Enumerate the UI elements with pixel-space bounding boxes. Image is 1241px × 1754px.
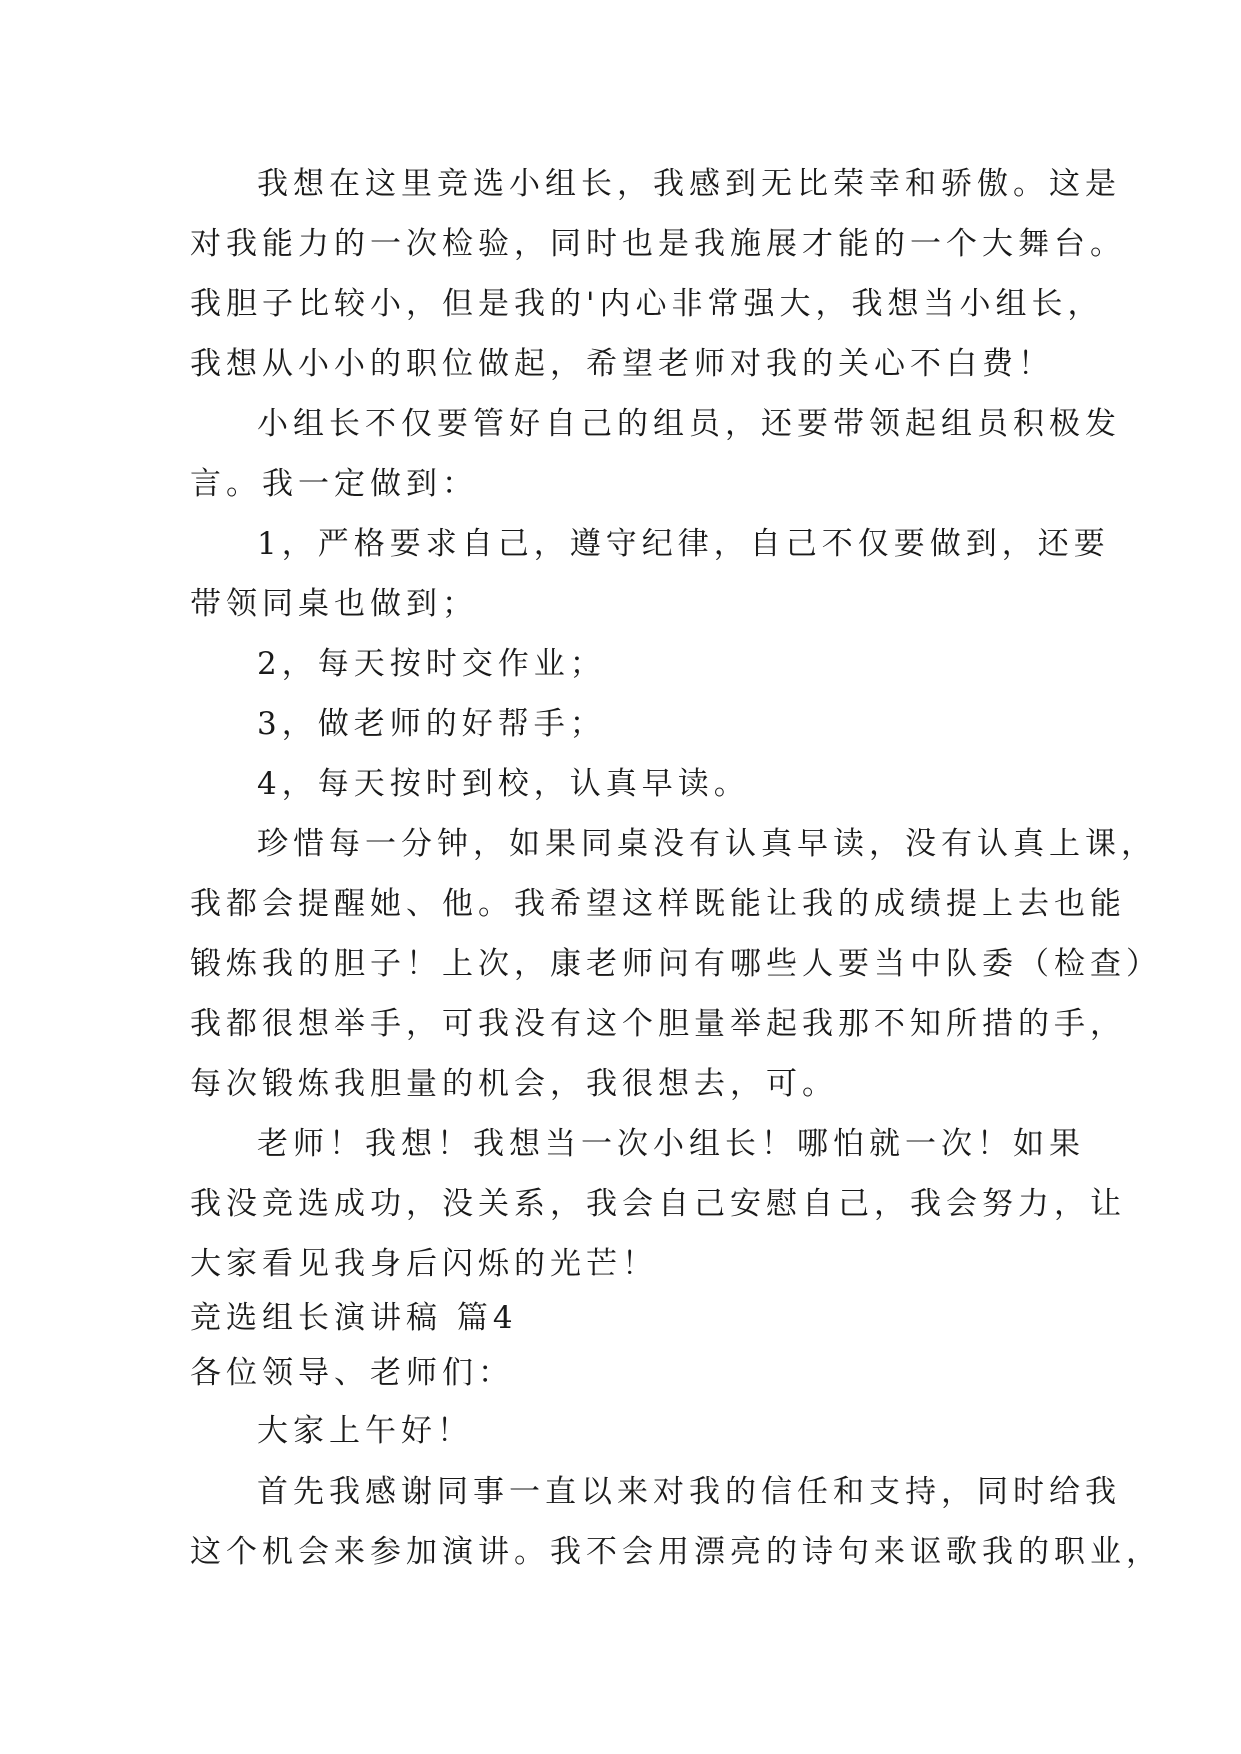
paragraph-line: 首先我感谢同事一直以来对我的信任和支持，同时给我	[257, 1474, 1121, 1510]
paragraph-line: 我都会提醒她、他。我希望这样既能让我的成绩提上去也能	[190, 886, 1126, 922]
list-item: 3，做老师的好帮手；	[257, 706, 606, 742]
paragraph-line: 珍惜每一分钟，如果同桌没有认真早读，没有认真上课，	[257, 826, 1157, 862]
list-item-continuation: 带领同桌也做到；	[190, 586, 478, 622]
list-item: 2，每天按时交作业；	[257, 646, 606, 682]
paragraph-line: 我想从小小的职位做起，希望老师对我的关心不白费！	[190, 346, 1054, 382]
paragraph-line: 言。我一定做到：	[190, 466, 478, 502]
paragraph-line: 老师！我想！我想当一次小组长！哪怕就一次！如果	[257, 1126, 1085, 1162]
salutation: 各位领导、老师们：	[190, 1355, 514, 1391]
paragraph-line: 我胆子比较小，但是我的'内心非常强大，我想当小组长，	[190, 286, 1104, 322]
list-item: 4，每天按时到校，认真早读。	[257, 766, 750, 802]
paragraph-line: 对我能力的一次检验，同时也是我施展才能的一个大舞台。	[190, 226, 1126, 262]
paragraph-line: 我没竞选成功，没关系，我会自己安慰自己，我会努力，让	[190, 1186, 1126, 1222]
paragraph-line: 大家看见我身后闪烁的光芒！	[190, 1246, 658, 1282]
greeting: 大家上午好！	[257, 1413, 473, 1449]
paragraph-line: 锻炼我的胆子！上次，康老师问有哪些人要当中队委（检查）	[190, 946, 1162, 982]
paragraph-line: 我想在这里竞选小组长，我感到无比荣幸和骄傲。这是	[257, 166, 1121, 202]
section-heading: 竞选组长演讲稿 篇4	[190, 1300, 518, 1336]
paragraph-line: 每次锻炼我胆量的机会，我很想去，可。	[190, 1066, 838, 1102]
paragraph-line: 这个机会来参加演讲。我不会用漂亮的诗句来讴歌我的职业，	[190, 1534, 1162, 1570]
paragraph-line: 我都很想举手，可我没有这个胆量举起我那不知所措的手，	[190, 1006, 1126, 1042]
paragraph-line: 小组长不仅要管好自己的组员，还要带领起组员积极发	[257, 406, 1121, 442]
list-item: 1，严格要求自己，遵守纪律，自己不仅要做到，还要	[257, 526, 1110, 562]
